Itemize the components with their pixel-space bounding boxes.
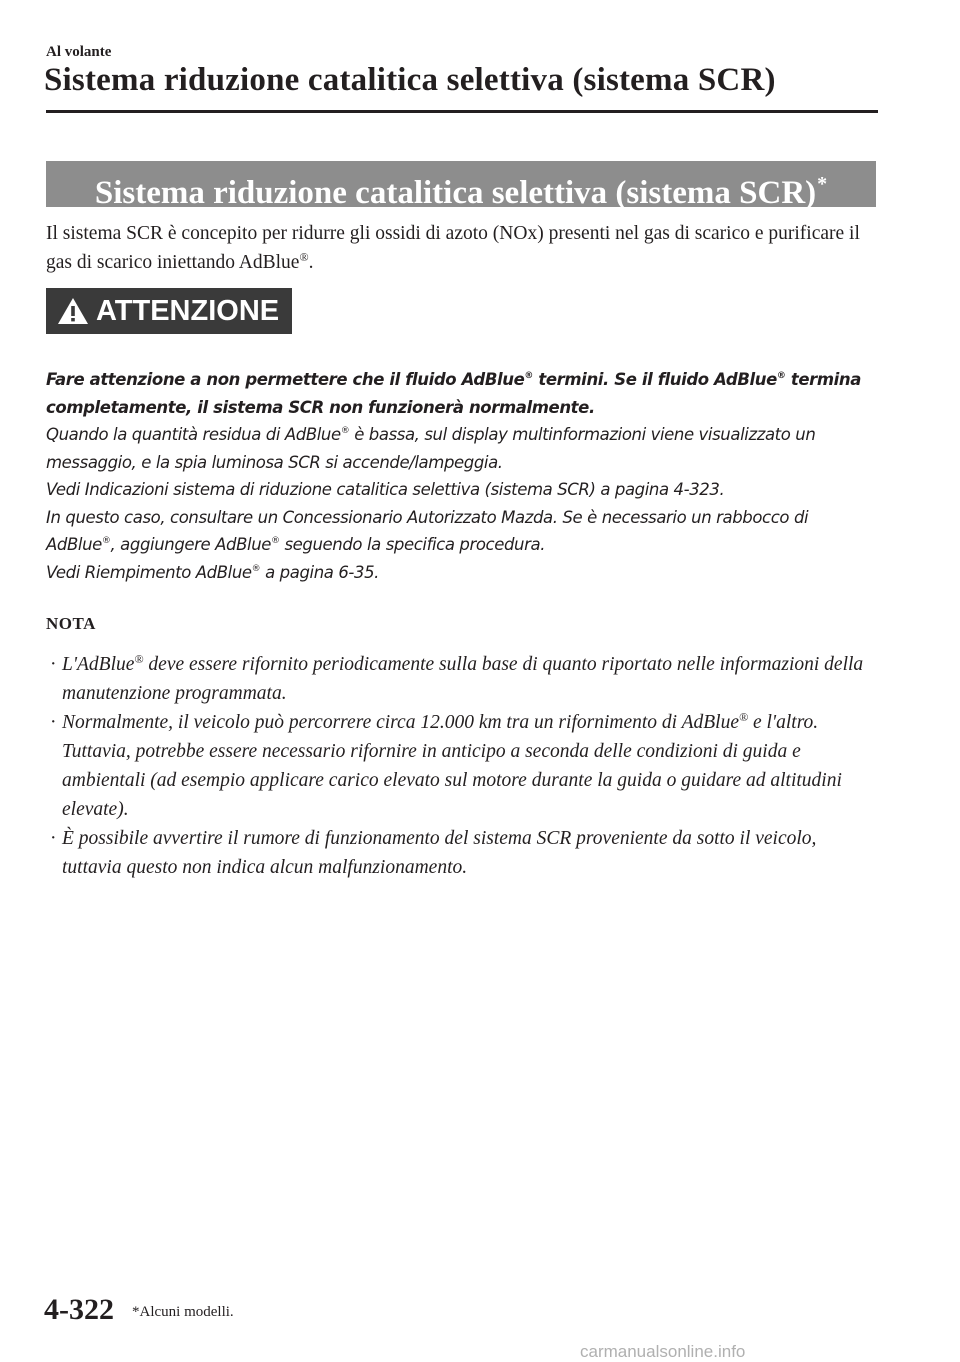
note-item-3: È possibile avvertire il rumore di funzionamento del sistema SCR proveniente da sotto il veicolo, tuttavia questo non indica alcun malfunzionamento. <box>62 828 817 878</box>
warning-paragraph-3: Vedi Indicazioni sistema di riduzione catalitica selettiva (sistema SCR) a pagina 4-323. <box>46 480 725 499</box>
note-item-1-a: L'AdBlue <box>62 654 135 675</box>
warning-paragraph-5 <box>46 559 878 587</box>
warning-paragraph-2 <box>46 421 878 476</box>
registered-mark: ® <box>776 371 786 381</box>
watermark: carmanualsonline.info <box>580 1342 746 1361</box>
warning-bold-a: Fare attenzione a non permettere che il fluido AdBlue <box>46 370 525 389</box>
registered-mark: ® <box>524 371 534 381</box>
bullet-icon: · <box>50 828 57 849</box>
note-item-2-b: e l'altro. Tuttavia, potrebbe essere necessario rifornire in anticipo a seconda delle condizioni di guida e ambientali (ad esempio applicare carico elevato sul motore durante la guida o guidare ad altitudini elevate). <box>62 712 842 820</box>
registered-mark: ® <box>299 250 309 264</box>
warning-badge <box>46 288 292 334</box>
warning-p4-a: In questo caso, consultare un Concessionario Autorizzato Mazda. Se è necessario un rabbocco di AdBlue <box>46 507 809 554</box>
note-item <box>46 708 878 824</box>
footnote: *Alcuni modelli. <box>132 1304 234 1320</box>
note-item <box>46 824 878 882</box>
warning-bold-b: termini. Se il fluido AdBlue <box>533 370 777 389</box>
registered-mark: ® <box>271 536 280 546</box>
section-label: Al volante <box>46 44 112 60</box>
page-number: 4-322 <box>44 1293 114 1326</box>
note-item <box>46 650 878 708</box>
chapter-divider <box>46 110 878 113</box>
registered-mark: ® <box>134 652 144 666</box>
warning-label: ATTENZIONE <box>96 294 280 327</box>
warning-p4-c: seguendo la specifica procedura. <box>279 535 546 554</box>
intro-text: Il sistema SCR è concepito per ridurre gli ossidi di azoto (NOx) presenti nel gas di scarico e purificare il gas di scarico iniettando AdBlue <box>46 223 860 273</box>
registered-mark: ® <box>340 426 350 436</box>
warning-p5-a: Vedi Riempimento AdBlue <box>46 562 252 582</box>
note-item-1-b: deve essere rifornito periodicamente sulla base di quanto riportato nelle informazioni della manutenzione programmata. <box>62 654 864 704</box>
warning-p5-b: a pagina 6-35. <box>260 562 380 582</box>
some-models-mark: * <box>817 173 828 195</box>
note-title: NOTA <box>46 614 96 633</box>
warning-text <box>46 366 878 586</box>
intro-paragraph <box>46 219 878 277</box>
warning-triangle-icon <box>56 296 90 326</box>
bullet-icon: · <box>50 712 57 733</box>
registered-mark: ® <box>251 563 261 574</box>
registered-mark: ® <box>738 710 749 724</box>
section-heading <box>46 161 876 211</box>
note-item-2-a: Normalmente, il veicolo può percorrere circa 12.000 km tra un rifornimento di AdBlue <box>62 712 739 733</box>
bullet-icon: · <box>50 654 57 675</box>
chapter-title: Sistema riduzione catalitica selettiva (sistema SCR) <box>44 62 776 98</box>
registered-mark: ® <box>101 536 111 546</box>
intro-end: . <box>308 252 314 273</box>
warning-paragraph-4 <box>46 504 878 559</box>
warning-p4-b: , aggiungere AdBlue <box>110 535 272 554</box>
warning-bold-paragraph <box>46 366 878 421</box>
section-heading-text: Sistema riduzione catalitica selettiva (sistema SCR) <box>94 175 817 211</box>
warning-bold-c: termina completamente, il sistema SCR non funzionerà normalmente. <box>46 370 862 417</box>
note-list <box>46 650 878 882</box>
warning-p2-a: Quando la quantità residua di AdBlue <box>46 425 341 444</box>
warning-p2-b: è bassa, sul display multinformazioni viene visualizzato un messaggio, e la spia luminosa SCR si accende/lampeggia. <box>46 425 816 472</box>
